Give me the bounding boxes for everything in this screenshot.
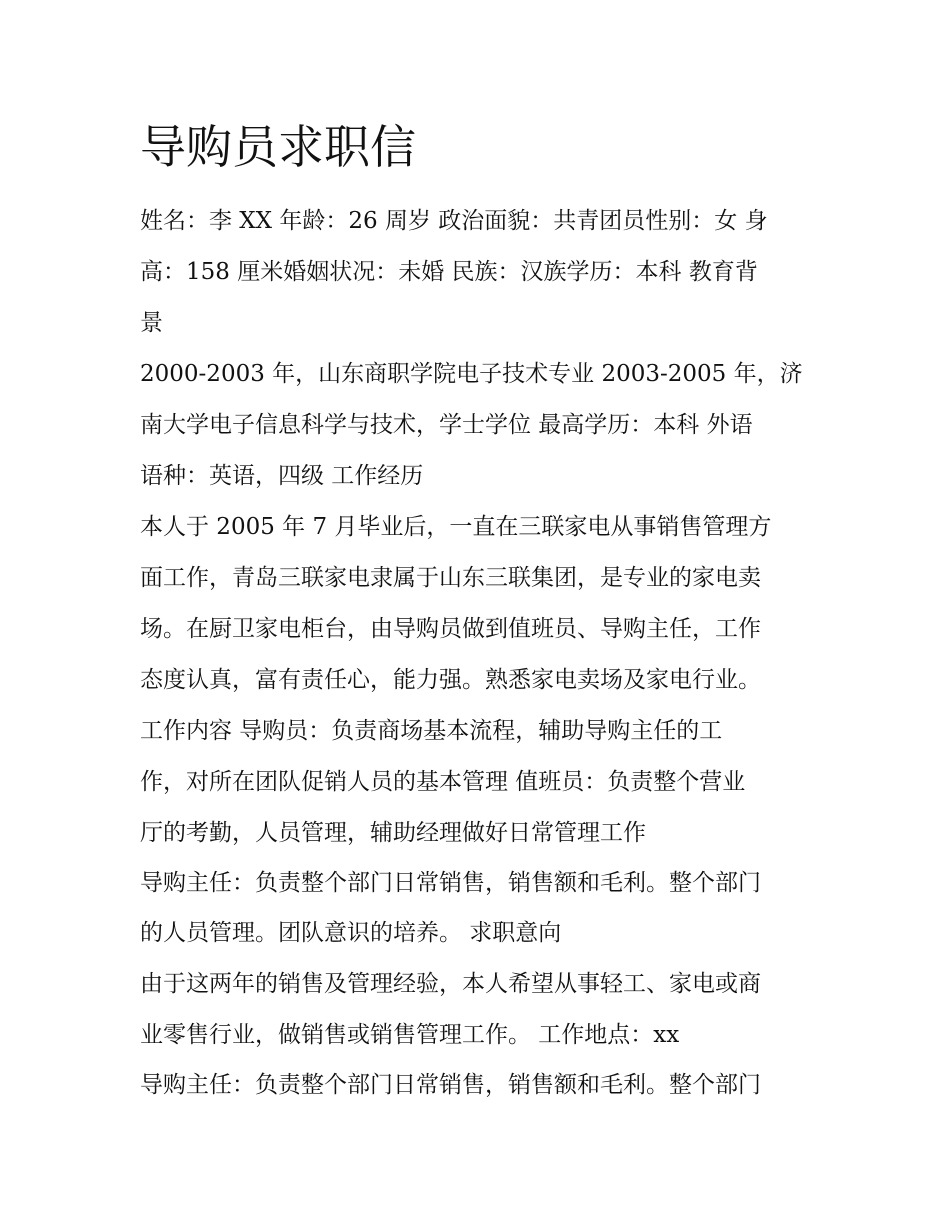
text-line-1: 姓名：李 XX 年龄：26 周岁 政治面貌：共青团员性别：女 身 bbox=[140, 208, 768, 234]
text-line-5: 南大学电子信息科学与技术，学士学位 最高学历：本科 外语 bbox=[140, 412, 753, 438]
text-line-17: 业零售行业，做销售或销售管理工作。 工作地点：xx bbox=[140, 1022, 680, 1048]
page-title: 导购员求职信 bbox=[140, 120, 416, 174]
text-line-16: 由于这两年的销售及管理经验，本人希望从事轻工、家电或商 bbox=[140, 971, 761, 997]
text-line-13: 厅的考勤，人员管理，辅助经理做好日常管理工作 bbox=[140, 820, 646, 846]
text-line-14: 导购主任：负责整个部门日常销售，销售额和毛利。整个部门 bbox=[140, 870, 761, 896]
text-line-6: 语种：英语，四级 工作经历 bbox=[140, 463, 424, 489]
text-line-11: 工作内容 导购员：负责商场基本流程，辅助导购主任的工 bbox=[140, 718, 723, 744]
text-line-7: 本人于 2005 年 7 月毕业后，一直在三联家电从事销售管理方 bbox=[140, 514, 772, 540]
text-line-9: 场。在厨卫家电柜台，由导购员做到值班员、导购主任，工作 bbox=[140, 616, 761, 642]
text-line-3: 景 bbox=[140, 310, 163, 336]
text-line-4: 2000-2003 年，山东商职学院电子技术专业 2003-2005 年，济 bbox=[140, 361, 803, 387]
text-line-15: 的人员管理。团队意识的培养。 求职意向 bbox=[140, 920, 562, 946]
text-line-8: 面工作，青岛三联家电隶属于山东三联集团，是专业的家电卖 bbox=[140, 565, 761, 591]
text-line-12: 作，对所在团队促销人员的基本管理 值班员：负责整个营业 bbox=[140, 769, 746, 795]
text-line-18: 导购主任：负责整个部门日常销售，销售额和毛利。整个部门 bbox=[140, 1072, 761, 1098]
text-line-10: 态度认真，富有责任心，能力强。熟悉家电卖场及家电行业。 bbox=[140, 667, 761, 693]
text-line-2: 高：158 厘米婚姻状况：未婚 民族：汉族学历：本科 教育背 bbox=[140, 259, 758, 285]
